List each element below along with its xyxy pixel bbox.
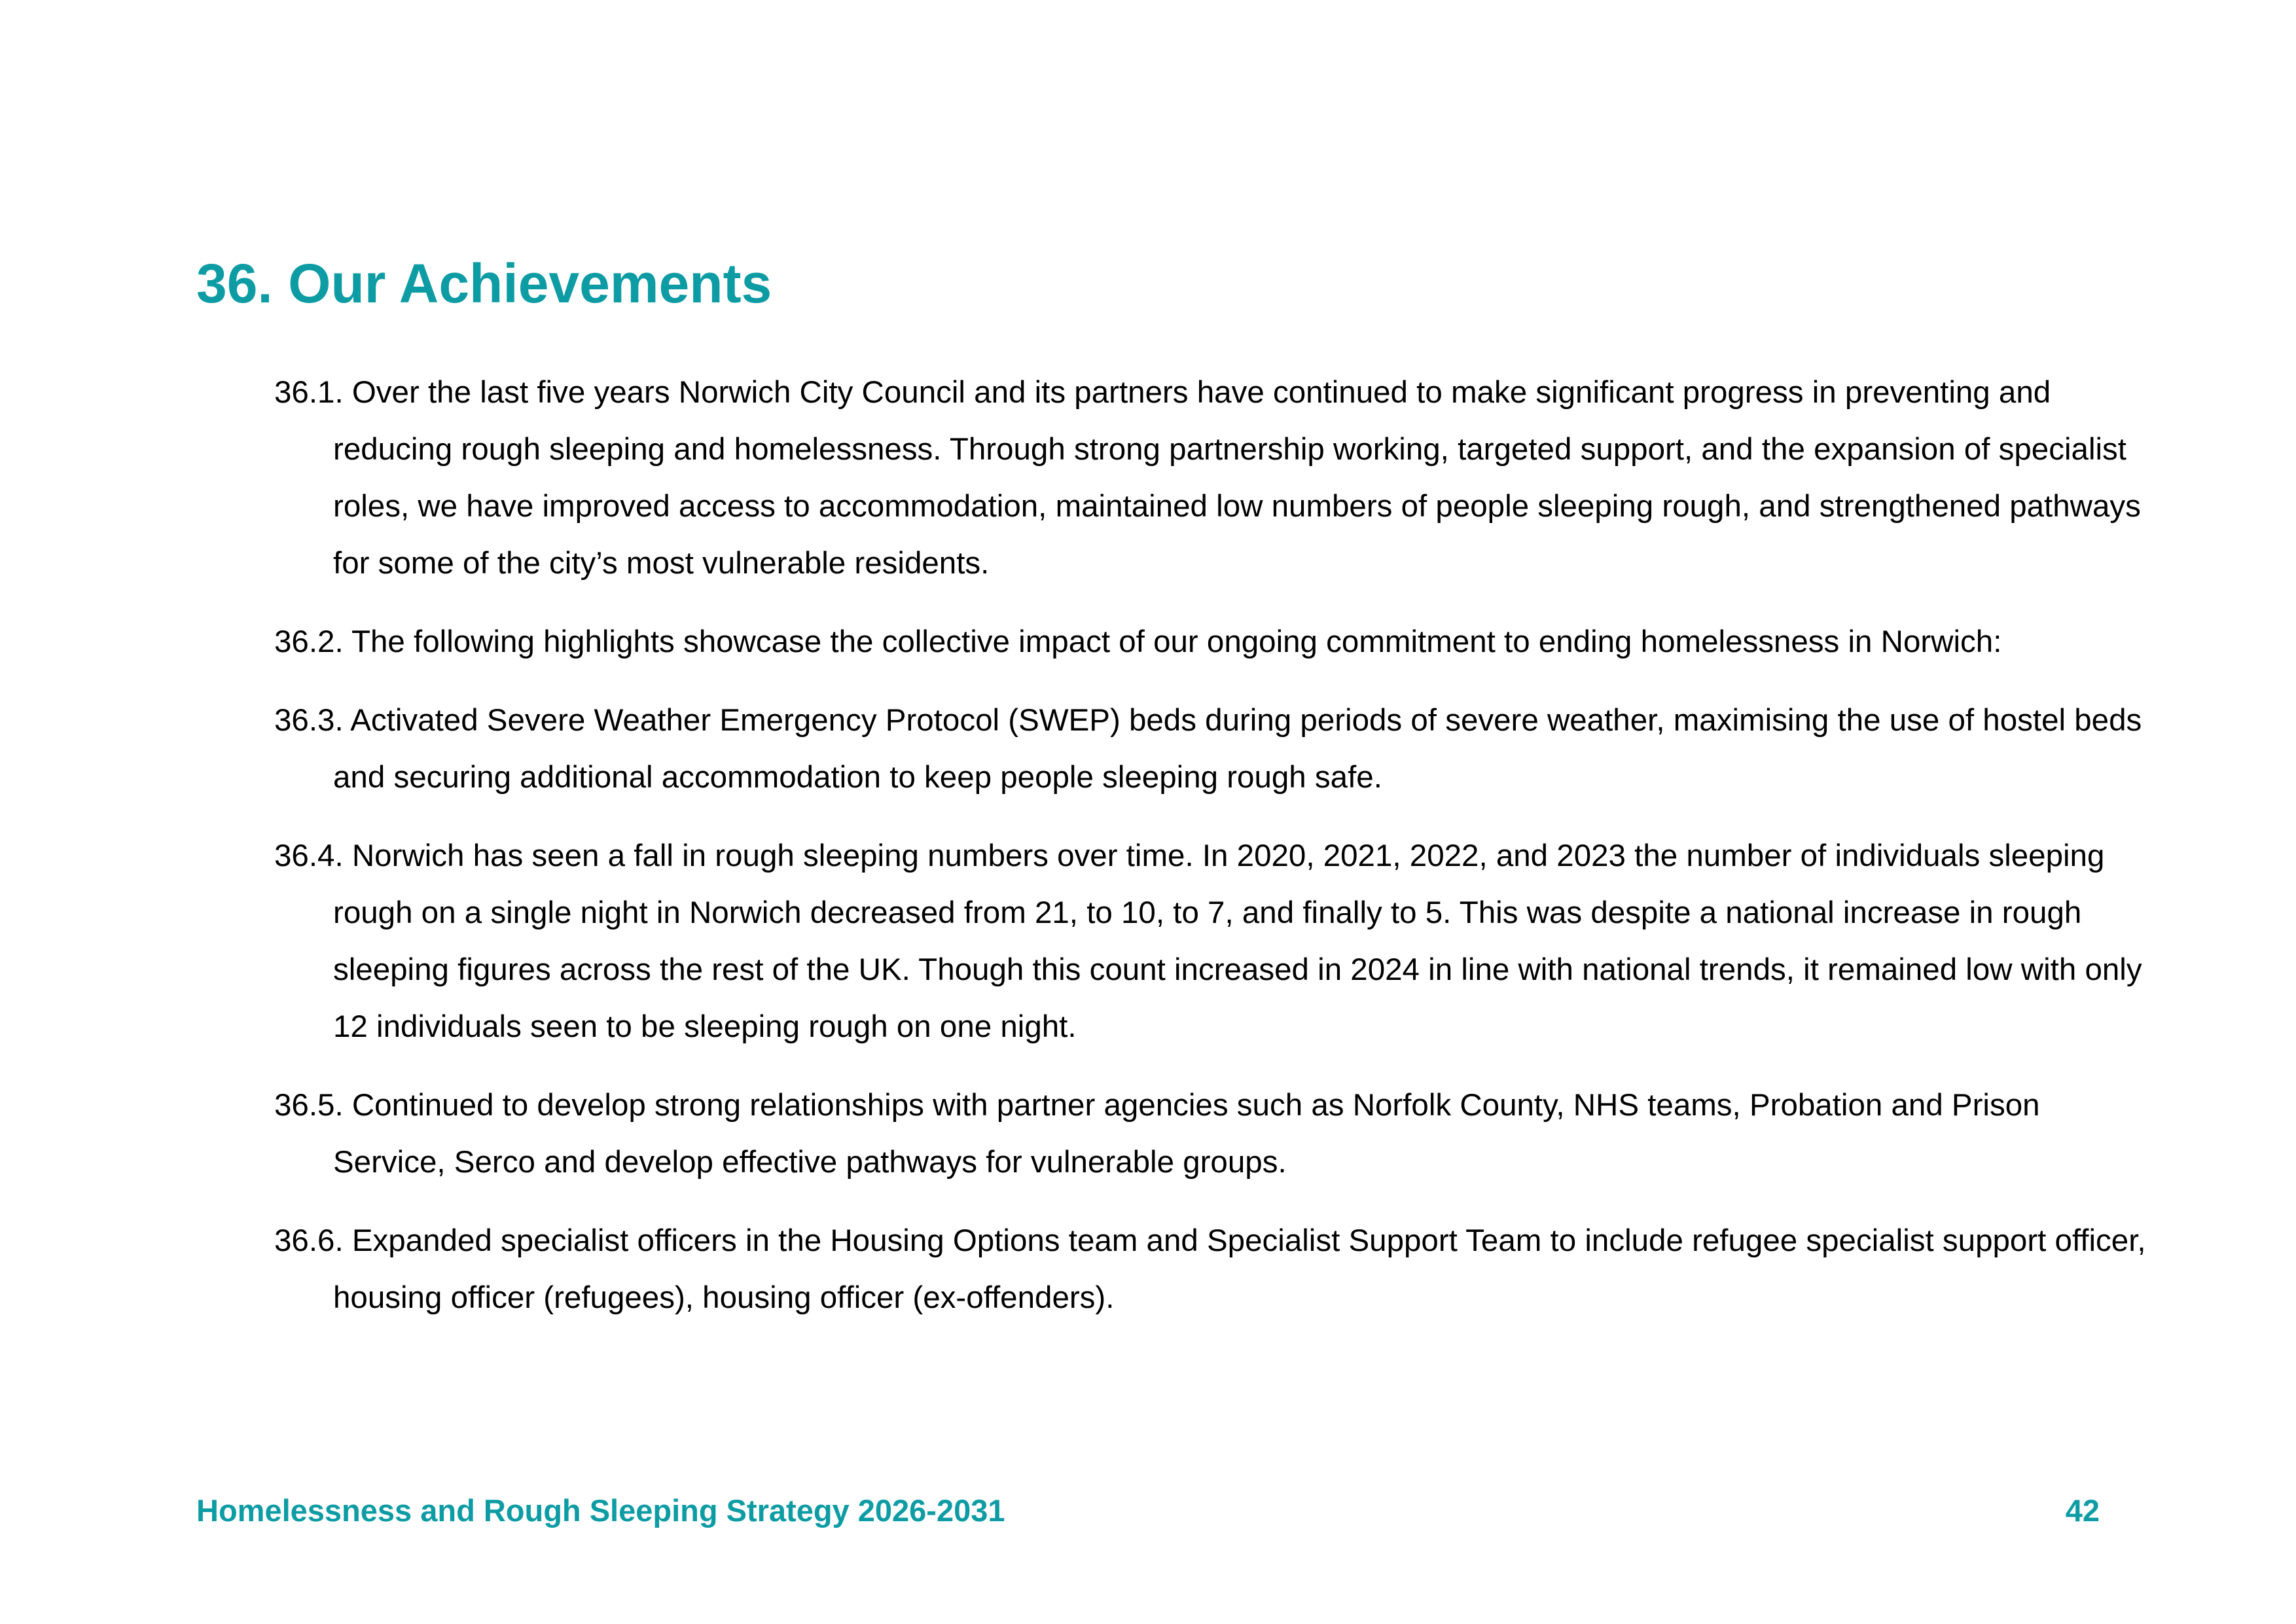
- paragraph-36-4: [274, 827, 2159, 1055]
- paragraph-number: 36.3.: [274, 703, 344, 738]
- paragraph-number: 36.6.: [274, 1223, 344, 1258]
- paragraph-text: Norwich has seen a fall in rough sleeping numbers over time. In 2020, 2021, 2022, and 2023 the number of individuals sleeping rough on a single night in Norwich decreased from 21, to 10, to 7, and finally to 5. This was despite a national increase in rough sleeping figures across the rest of the UK. Though this count increased in 2024 in line with national trends, it remained low with only 12 individuals seen to be sleeping rough on one night.: [333, 839, 2142, 1044]
- footer-page-number: 42: [2065, 1493, 2100, 1528]
- paragraph-text: Activated Severe Weather Emergency Protocol (SWEP) beds during periods of severe weather, maximising the use of hostel beds and securing additional accommodation to keep people sleeping rough safe.: [333, 703, 2142, 795]
- section-heading: 36. Our Achievements: [196, 253, 772, 314]
- paragraph-36-5: [274, 1077, 2159, 1191]
- paragraph-number: 36.2.: [274, 624, 344, 659]
- paragraph-number: 36.1.: [274, 375, 344, 410]
- paragraph-text: Over the last five years Norwich City Council and its partners have continued to make significant progress in preventing and reducing rough sleeping and homelessness. Through strong partnership working, targeted support, and the expansion of specialist roles, we have improved access to accommodation, maintained low numbers of people sleeping rough, and strengthened pathways for some of the city’s most vulnerable residents.: [333, 375, 2141, 581]
- paragraph-number: 36.5.: [274, 1088, 344, 1123]
- paragraph-text: Continued to develop strong relationships with partner agencies such as Norfolk County, NHS teams, Probation and Prison Service, Serco and develop effective pathways for vulnerable groups.: [333, 1088, 2040, 1180]
- paragraph-36-2: [274, 613, 2159, 670]
- paragraph-number: 36.4.: [274, 839, 344, 873]
- paragraph-36-6: [274, 1212, 2159, 1326]
- achievements-list: [274, 364, 2159, 1348]
- footer-document-title: Homelessness and Rough Sleeping Strategy 2026-2031: [196, 1493, 1005, 1528]
- paragraph-36-1: [274, 364, 2159, 592]
- paragraph-36-3: [274, 692, 2159, 806]
- paragraph-text: The following highlights showcase the collective impact of our ongoing commitment to ending homelessness in Norwich:: [351, 624, 2002, 659]
- paragraph-text: Expanded specialist officers in the Housing Options team and Specialist Support Team to include refugee specialist support officer, housing officer (refugees), housing officer (ex-offenders).: [333, 1223, 2146, 1315]
